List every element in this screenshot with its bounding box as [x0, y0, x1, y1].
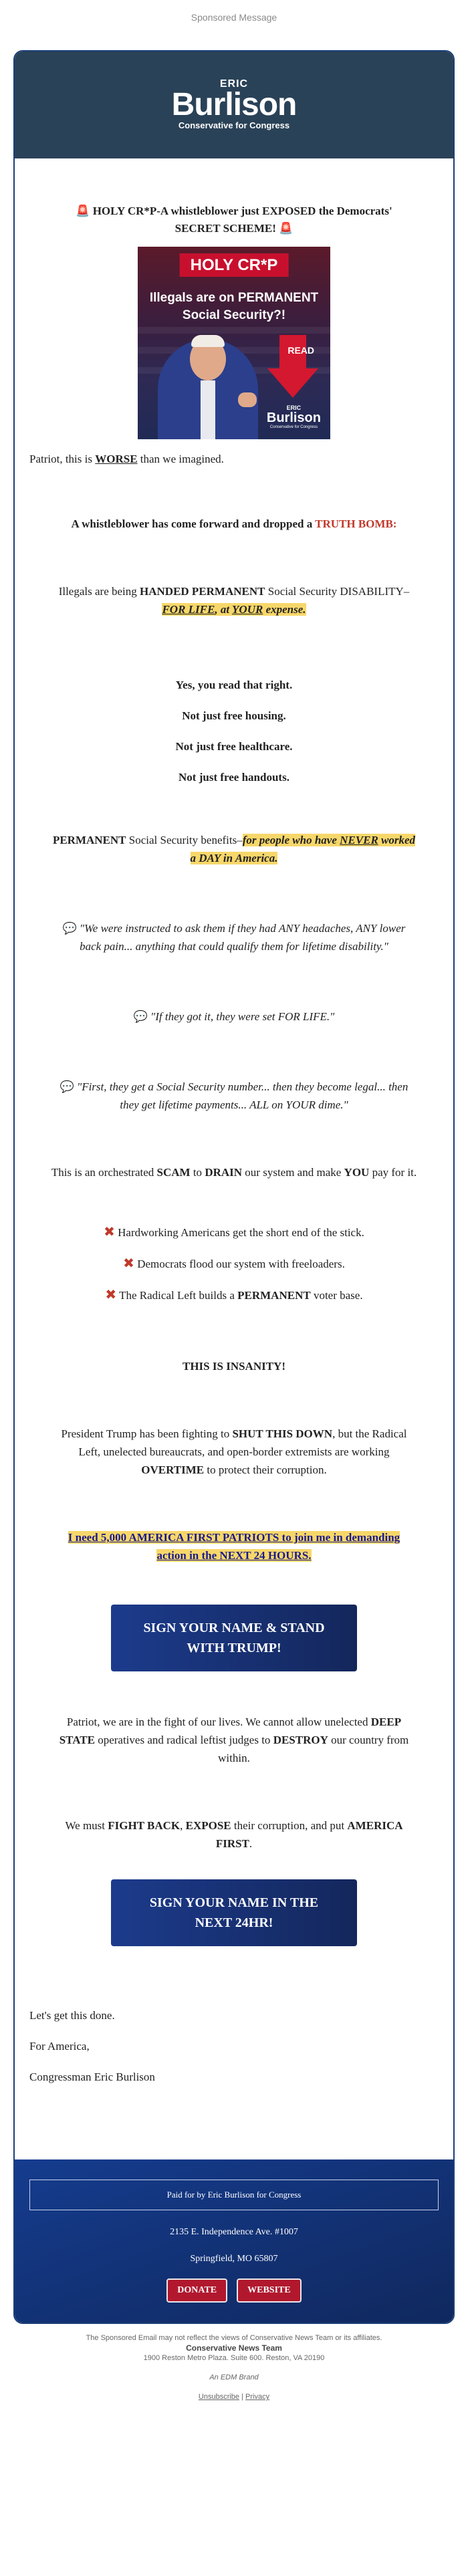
deep-state-text-2: operatives and radical leftist judges to [94, 1734, 273, 1746]
destroy-strong: DESTROY [273, 1734, 328, 1746]
legal-links [0, 2392, 468, 2402]
publisher-address: 1900 Reston Metro Plaza. Suite 600. Reston, VA 20190 [143, 2354, 325, 2362]
deep-state-text: Patriot, we are in the fight of our lives. We cannot allow unelected [66, 1716, 371, 1728]
insanity-heading: THIS IS INSANITY! [183, 1360, 285, 1373]
thumbnail-read-label: READ [287, 345, 314, 356]
intro-paragraph [29, 439, 439, 468]
logo-tagline: Conservative for Congress [178, 120, 290, 130]
speech-bubble-icon: 💬 [60, 1080, 74, 1093]
thumbnail-caption-line1: Illegals are on PERMANENT [149, 291, 319, 305]
permanent-strong: PERMANENT [52, 834, 126, 846]
x-mark-icon: ✖ [105, 1286, 117, 1302]
highlight-at: , at [215, 603, 233, 616]
scam-text-3: our system and make [242, 1166, 344, 1179]
signature: Congressman Eric Burlison [29, 2071, 155, 2083]
speaker-hand [238, 392, 257, 407]
list-item [29, 1286, 439, 1304]
highlight-never: NEVER [340, 834, 378, 846]
highlight-worked: worked a DAY in America. [190, 834, 416, 864]
headline: 🚨 HOLY CR*P-A whistleblower just EXPOSED the Democrats' SECRET SCHEME! 🚨 [76, 205, 392, 235]
sponsor-disclaimer: The Sponsored Email may not reflect the views of Conservative News Team or its affiliates. [86, 2334, 382, 2342]
scam-text-2: to [190, 1166, 205, 1179]
consequence-list [29, 1181, 439, 1304]
campaign-address [29, 2225, 439, 2266]
legal-footer [0, 2324, 468, 2416]
brand-label: An EDM Brand [209, 2373, 259, 2381]
you-strong: YOU [344, 1166, 370, 1179]
list-item-text-end: voter base. [310, 1289, 363, 1302]
trump-paragraph [29, 1375, 439, 1479]
email-card [13, 50, 455, 2324]
list-item-strong: PERMANENT [237, 1289, 311, 1302]
trump-text-3: to protect their corruption. [204, 1463, 327, 1476]
thumbnail-caption-line2: Social Security?! [182, 308, 286, 322]
privacy-link[interactable]: Privacy [245, 2393, 270, 2401]
whistleblower-quote [29, 867, 439, 955]
video-thumbnail[interactable] [138, 247, 330, 439]
scam-strong: SCAM [156, 1166, 191, 1179]
flag-stripe [138, 327, 330, 334]
highlight-for-life: FOR LIFE [162, 603, 215, 616]
speaker-shirt [201, 380, 215, 439]
speech-bubble-icon: 💬 [62, 922, 77, 935]
scam-text: This is an orchestrated [51, 1166, 157, 1179]
list-item: Not just free housing. [182, 709, 286, 722]
america-first-strong: AMERICA FIRST [215, 1819, 403, 1850]
drain-strong: DRAIN [205, 1166, 243, 1179]
fight-back-strong: FIGHT BACK [108, 1819, 181, 1832]
fight-back-text-2: their corruption, and put [231, 1819, 348, 1832]
permanent-paragraph [29, 799, 439, 867]
down-arrow-head-icon [267, 368, 318, 398]
highlight-expense: expense. [263, 603, 306, 616]
list-item-text: Hardworking Americans get the short end of the stick. [118, 1226, 364, 1239]
campaign-footer [15, 2159, 453, 2323]
disability-text: Illegals are being [58, 585, 140, 598]
logo-last-name: Burlison [171, 87, 297, 122]
cta-link-paragraph [29, 1479, 439, 1564]
footer-buttons [29, 2278, 439, 2303]
expose-strong: EXPOSE [185, 1819, 231, 1832]
publisher-name: Conservative News Team [186, 2343, 282, 2353]
permanent-mid: Social Security benefits– [126, 834, 243, 846]
unsubscribe-link[interactable]: Unsubscribe [198, 2393, 240, 2401]
address-line-1: 2135 E. Independence Ave. #1007 [170, 2227, 298, 2237]
sign-off-line: For America, [29, 2040, 90, 2053]
list-item-text: The Radical Left builds a [119, 1289, 238, 1302]
list-item [29, 1223, 439, 1242]
sign-stand-with-trump-button[interactable]: SIGN YOUR NAME & STAND WITH TRUMP! [111, 1605, 357, 1671]
intro-emphasis: WORSE [95, 453, 138, 465]
sign-off [29, 1946, 439, 2086]
speaker-hair [191, 335, 225, 347]
deep-state-strong: DEEP STATE [59, 1716, 402, 1746]
thumbnail-logo-first: ERIC [286, 404, 302, 411]
quote-text: "First, they get a Social Security number... then they become legal... then they get lifetime payments... ALL on YOUR dime." [77, 1080, 408, 1111]
header-banner [15, 51, 453, 158]
thumbnail-caption [138, 289, 330, 324]
whistleblower-quote [29, 1026, 439, 1114]
truth-bomb-text: A whistleblower has come forward and dropped a [71, 517, 316, 530]
trump-text-2: , but the Radical Left, unelected bureaucrats, and open-border extremists are working [78, 1427, 407, 1458]
x-mark-icon: ✖ [104, 1223, 115, 1240]
list-item: Not just free healthcare. [175, 740, 293, 753]
deep-state-paragraph [29, 1671, 439, 1767]
donate-button[interactable]: DONATE [166, 2278, 227, 2303]
quote-text: "We were instructed to ask them if they had ANY headaches, ANY lower back pain... anything that could qualify them for lifetime disability." [80, 922, 406, 953]
sponsored-label: Sponsored Message [191, 12, 277, 23]
list-item: Yes, you read that right. [175, 679, 293, 691]
paid-for-disclaimer: Paid for by Eric Burlison for Congress [29, 2180, 439, 2210]
truth-bomb-line [29, 468, 439, 533]
link-separator: | [239, 2393, 246, 2401]
disability-highlight [162, 603, 306, 616]
quote-text: "If they got it, they were set FOR LIFE." [150, 1010, 335, 1023]
fight-back-comma: , [180, 1819, 186, 1832]
logo-first-name: ERIC [219, 78, 249, 90]
highlight-your: YOUR [232, 603, 263, 616]
thumbnail-logo [267, 404, 321, 430]
fight-back-text: We must [65, 1819, 108, 1832]
fight-back-period: . [249, 1837, 253, 1850]
patriots-cta-link[interactable]: I need 5,000 AMERICA FIRST PATRIOTS to join me in demanding action in the NEXT 24 HOURS. [68, 1531, 400, 1562]
deep-state-text-3: our country from within. [218, 1734, 409, 1764]
scam-text-4: pay for it. [369, 1166, 417, 1179]
whistleblower-quote [29, 955, 439, 1026]
address-line-2: Springfield, MO 65807 [190, 2254, 278, 2264]
disability-strong: HANDED PERMANENT [140, 585, 265, 598]
disability-paragraph [29, 533, 439, 618]
list-item-text: Democrats flood our system with freeloaders. [137, 1258, 345, 1270]
list-item: Not just free handouts. [179, 771, 289, 784]
truth-bomb-emphasis: TRUTH BOMB: [315, 517, 397, 530]
thumbnail-logo-tag: Conservative for Congress [269, 425, 318, 429]
scam-paragraph [29, 1114, 439, 1181]
email-body [15, 158, 453, 2086]
thumbnail-logo-last: Burlison [266, 411, 321, 425]
sign-off-line: Let's get this done. [29, 2009, 115, 2022]
website-button[interactable]: WEBSITE [237, 2278, 302, 2303]
thumbnail-banner: HOLY CR*P [180, 253, 289, 277]
disability-mid: Social Security DISABILITY– [265, 585, 410, 598]
highlight-people: for people who have [242, 834, 340, 846]
fight-back-paragraph [29, 1767, 439, 1853]
not-just-list [29, 618, 439, 786]
list-item [29, 1254, 439, 1273]
shut-down-strong: SHUT THIS DOWN [232, 1427, 333, 1440]
campaign-logo[interactable] [172, 79, 297, 131]
sign-next-24hr-button[interactable]: SIGN YOUR NAME IN THE NEXT 24HR! [111, 1879, 357, 1946]
intro-text: Patriot, this is [29, 453, 96, 465]
overtime-strong: OVERTIME [141, 1463, 205, 1476]
intro-text-end: than we imagined. [137, 453, 224, 465]
trump-text: President Trump has been fighting to [61, 1427, 233, 1440]
speech-bubble-icon: 💬 [133, 1010, 148, 1023]
x-mark-icon: ✖ [123, 1255, 134, 1271]
